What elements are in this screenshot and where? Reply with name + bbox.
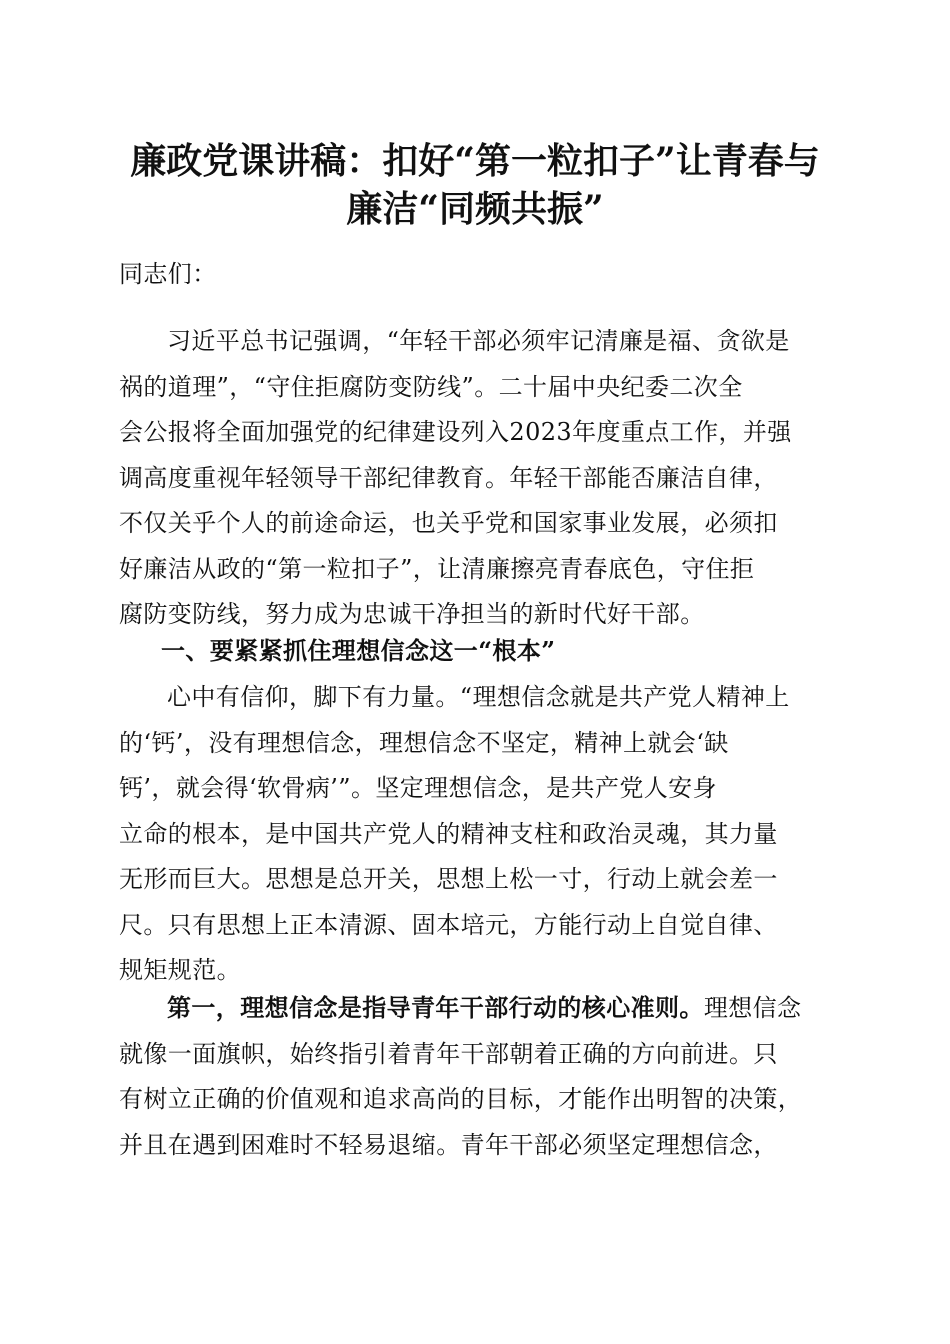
paragraph-3 xyxy=(119,985,839,1168)
paragraph-first-line xyxy=(119,985,839,1032)
paragraph-line: 好廉洁从政的“第一粒扣子”，让清廉擦亮青春底色，守住拒 xyxy=(119,554,755,583)
document-title-line-2: 廉洁“同频共振” xyxy=(346,188,604,230)
salutation: 同志们： xyxy=(119,260,217,288)
paragraph-line: 立命的根本，是中国共产党人的精神支柱和政治灵魂，其力量 xyxy=(119,819,778,848)
paragraph-line-rest: 理想信念 xyxy=(703,994,802,1022)
paragraph-line: 就像一面旗帜，始终指引着青年干部朝着正确的方向前进。只 xyxy=(119,1039,778,1068)
paragraph-line: 习近平总书记强调，“年轻干部必须牢记清廉是福、贪欲是 xyxy=(167,327,790,355)
paragraph-line: 祸的道理”，“守住拒腐防变防线”。二十届中央纪委二次全 xyxy=(119,372,743,401)
section-heading-1: 一、要紧紧抓住理想信念这一“根本” xyxy=(161,636,556,665)
paragraph-line: 尺。只有思想上正本清源、固本培元，方能行动上自觉自律、 xyxy=(119,910,778,939)
paragraph-1 xyxy=(119,319,839,638)
paragraph-line: 规矩规范。 xyxy=(119,956,241,984)
paragraph-line: 的‘钙’，没有理想信念，理想信念不坚定，精神上就会‘缺 xyxy=(119,728,729,757)
paragraph-line: 钙’，就会得‘软骨病’”。坚定理想信念，是共产党人安身 xyxy=(119,774,717,802)
paragraph-line: 会公报将全面加强党的纪律建设列入2023年度重点工作，并强 xyxy=(119,418,792,446)
paragraph-line: 不仅关乎个人的前途命运，也关乎党和国家事业发展，必须扣 xyxy=(119,509,778,537)
paragraph-line: 调高度重视年轻领导干部纪律教育。年轻干部能否廉洁自律， xyxy=(119,463,778,492)
paragraph-line: 心中有信仰，脚下有力量。“理想信念就是共产党人精神上 xyxy=(167,683,790,711)
document-title-line-1: 廉政党课讲稿：扣好“第一粒扣子”让青春与 xyxy=(130,140,820,182)
paragraph-line: 有树立正确的价值观和追求高尚的目标，才能作出明智的决策， xyxy=(119,1085,803,1113)
paragraph-lead-sentence: 第一，理想信念是指导青年干部行动的核心准则。 xyxy=(167,993,704,1022)
paragraph-2 xyxy=(119,675,839,994)
paragraph-line: 并且在遇到困难时不轻易退缩。青年干部必须坚定理想信念， xyxy=(119,1130,778,1159)
paragraph-line: 无形而巨大。思想是总开关，思想上松一寸，行动上就会差一 xyxy=(119,865,778,893)
paragraph-line: 腐防变防线，努力成为忠诚干净担当的新时代好干部。 xyxy=(119,600,705,628)
